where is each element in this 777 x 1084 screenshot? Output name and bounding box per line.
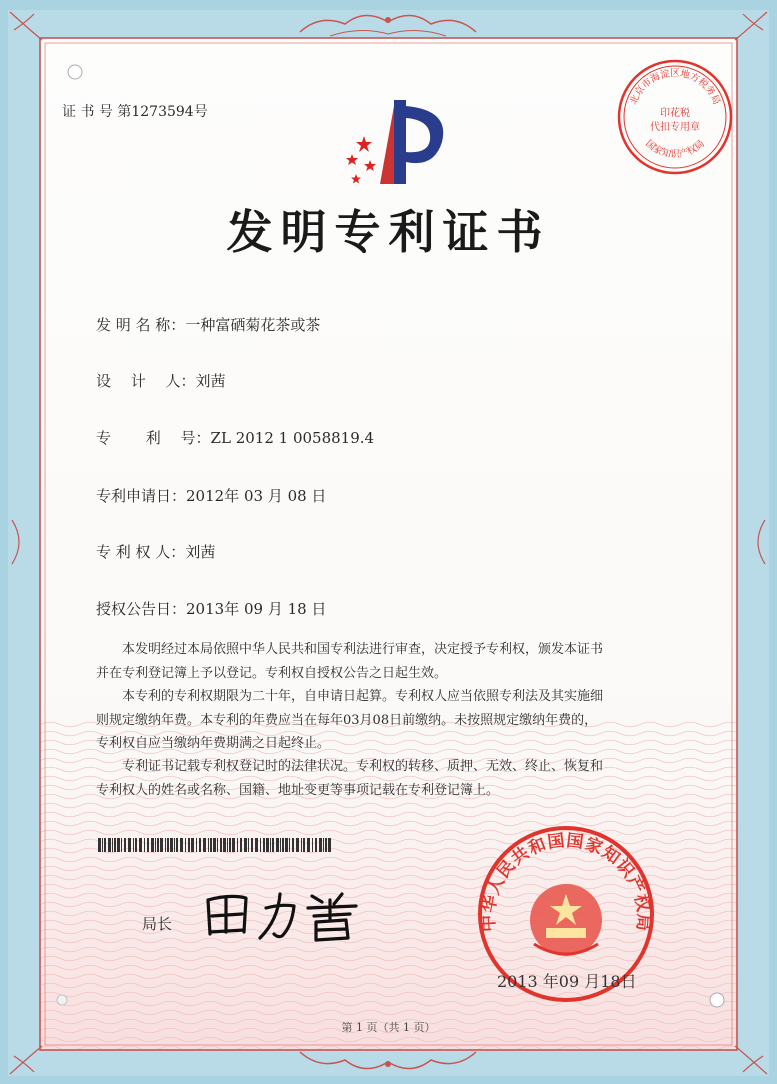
page-info: 第 1 页（共 1 页）: [341, 1021, 436, 1034]
field-value: 刘茜: [185, 543, 216, 561]
barcode-bar: [124, 838, 126, 852]
field-value: 一种富硒菊花茶或茶: [185, 316, 321, 334]
barcode-bar: [133, 838, 134, 852]
barcode-bar: [160, 838, 163, 852]
barcode-bar: [108, 838, 111, 852]
barcode-bar: [223, 838, 226, 852]
paragraph-line: 专利证书记载专利权登记时的法律状况。专利权的转移、质押、无效、终止、恢复和: [122, 759, 604, 774]
field-patent-number: [96, 427, 374, 448]
barcode-bar: [220, 838, 222, 852]
barcode-bar: [104, 838, 106, 852]
barcode-bar: [323, 838, 324, 852]
barcode-bar: [165, 838, 166, 852]
barcode-bar: [301, 838, 302, 852]
barcode-bar: [280, 838, 281, 852]
barcode-bar: [263, 838, 265, 852]
barcode-bar: [157, 838, 159, 852]
barcode-bar: [217, 838, 218, 852]
barcode-bar: [203, 838, 206, 852]
large-seal-ring-text: 中华人民共和国国家知识产权局: [478, 830, 654, 933]
paragraph-line: 则规定缴纳年费。本专利的年费应当在每年03月08日前缴纳。未按照规定缴纳年费的，: [96, 712, 598, 728]
barcode-bar: [117, 838, 120, 852]
barcode-bar: [170, 838, 173, 852]
barcode-bar: [185, 838, 186, 852]
barcode-bar: [303, 838, 305, 852]
paragraph-line: 本专利的专利权期限为二十年，自申请日起算。专利权人应当依照专利法及其实施细: [122, 689, 604, 704]
paragraph-3: [96, 755, 692, 802]
barcode-bar: [307, 838, 310, 852]
barcode-bar: [176, 838, 178, 852]
barcode-bar: [155, 838, 156, 852]
barcode-bar: [112, 838, 113, 852]
barcode-bar: [266, 838, 269, 852]
stamp-date: 2013 年09 月18日: [497, 972, 637, 991]
patent-office-logo: [330, 96, 450, 188]
small-seal-bottom-text: 国家知识产权局: [643, 138, 707, 161]
paragraph-2: [96, 685, 692, 756]
barcode-bar: [147, 838, 149, 852]
paragraph-line: 专利权人的姓名或名称、国籍、地址变更等事项记载在专利登记簿上。: [96, 782, 500, 798]
small-seal-center-line-1: 印花税: [660, 108, 690, 119]
director-signature: [200, 886, 370, 948]
barcode-bar: [208, 838, 209, 852]
field-label: 专 利 号：: [96, 429, 211, 447]
barcode-bar: [199, 838, 201, 852]
barcode-bar: [196, 838, 197, 852]
svg-text:国家知识产权局: [643, 138, 707, 160]
field-value: 刘茜: [195, 372, 226, 390]
barcode-bar: [319, 838, 322, 852]
barcode-bar: [139, 838, 142, 852]
field-invention-name: [96, 314, 320, 335]
field-label: 专利申请日：: [96, 487, 187, 505]
barcode-bar: [213, 838, 216, 852]
barcode-bar: [180, 838, 183, 852]
field-value: ZL 2012 1 0058819.4: [210, 429, 375, 447]
field-label: 专 利 权 人：: [96, 543, 186, 561]
barcode-bar: [282, 838, 284, 852]
field-value: 2012年 03 月 08 日: [186, 487, 327, 505]
tax-stamp-seal: [616, 58, 734, 176]
paragraph-line: 本发明经过本局依照中华人民共和国专利法进行审查，决定授予专利权，颁发本证书: [122, 642, 604, 657]
field-label: 发 明 名 称：: [96, 316, 186, 334]
field-grant-date: [96, 598, 326, 619]
barcode-bar: [328, 838, 331, 852]
barcode-bar: [251, 838, 253, 852]
barcode-bar: [121, 838, 122, 852]
field-value: 2013年 09 月 18 日: [186, 600, 327, 618]
barcode-bar: [151, 838, 154, 852]
certificate-title: 发明专利证书: [226, 205, 551, 259]
barcode-bar: [315, 838, 317, 852]
barcode-bar: [98, 838, 101, 852]
field-label: 授权公告日：: [96, 600, 187, 618]
barcode-bar: [210, 838, 212, 852]
barcode-bar: [144, 838, 145, 852]
barcode-bar: [237, 838, 238, 852]
barcode-bar: [191, 838, 194, 852]
barcode-bar: [128, 838, 131, 852]
barcode-bar: [240, 838, 242, 852]
barcode-bar: [248, 838, 249, 852]
barcode-bar: [229, 838, 231, 852]
barcode-bar: [270, 838, 271, 852]
barcode-bar: [296, 838, 299, 852]
paragraph-line: 并在专利登记簿上予以登记。专利权自授权公告之日起生效。: [96, 665, 448, 681]
barcode: [98, 838, 334, 852]
barcode-bar: [255, 838, 258, 852]
barcode-bar: [260, 838, 261, 852]
barcode-bar: [135, 838, 137, 852]
certificate-number: 证 书 号 第1273594号: [62, 104, 208, 120]
field-application-date: [96, 485, 326, 506]
barcode-bar: [174, 838, 175, 852]
field-patentee: [96, 541, 215, 562]
barcode-bar: [232, 838, 235, 852]
field-designer: [96, 370, 226, 391]
barcode-bar: [285, 838, 288, 852]
barcode-bar: [167, 838, 169, 852]
paragraph-line: 专利权自应当缴纳年费期满之日起终止。: [96, 736, 331, 751]
small-seal-ring-text: 北京市海淀区地方税务局: [628, 68, 722, 107]
barcode-bar: [289, 838, 290, 852]
paragraph-1: [96, 638, 692, 685]
barcode-bar: [114, 838, 116, 852]
barcode-bar: [102, 838, 103, 852]
barcode-bar: [292, 838, 294, 852]
director-label: 局长: [142, 915, 173, 933]
barcode-bar: [325, 838, 327, 852]
barcode-bar: [276, 838, 279, 852]
barcode-bar: [188, 838, 190, 852]
barcode-bar: [227, 838, 228, 852]
barcode-bar: [272, 838, 274, 852]
barcode-bar: [312, 838, 313, 852]
barcode-bar: [244, 838, 247, 852]
small-seal-center-line-2: 代扣专用章: [650, 122, 700, 133]
field-label: 设 计 人：: [96, 372, 196, 390]
